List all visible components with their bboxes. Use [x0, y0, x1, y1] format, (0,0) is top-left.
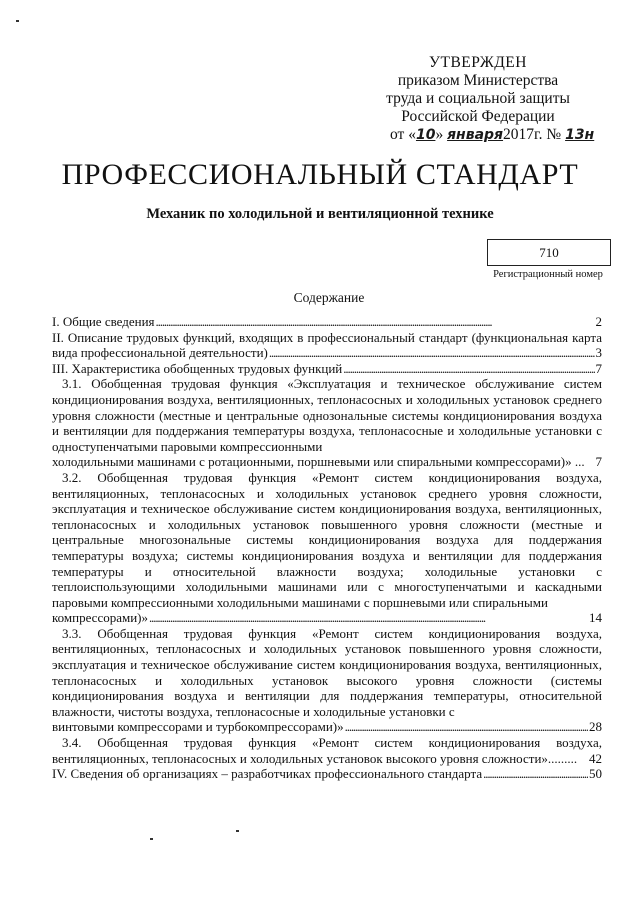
toc-entry-text: 3.1. Обобщенная трудовая функция «Эксплуатация и техническое обслуживание систем кондиционирования воздуха, вентиляционных, теплонасосных и холодильных установок среднего уровня сложности (местные и центральные однозональные системы кондиционирования воздуха и вентиляции для поддержания температуры воздуха, теплонасосные и холодильные установки с одноступенчатыми паровыми компрессионными [52, 376, 602, 454]
toc-entry-text: I. Общие сведения [52, 314, 155, 329]
toc-leader [345, 719, 588, 735]
approval-block [378, 54, 595, 144]
toc-entry-text: холодильными машинами с ротационными, поршневыми или спиральными компрессорами)» ... [52, 454, 585, 470]
toc-leader [269, 345, 595, 361]
registration-number-box [487, 239, 611, 266]
toc-entry-characteristics[interactable] [52, 361, 602, 377]
order-suffix: г. № [534, 126, 562, 143]
toc-entry-text: 3.3. Обобщенная трудовая функция «Ремонт систем кондиционирования воздуха, вентиляционных, теплонасосных и холодильных установок повышенного уровня сложности, эксплуатация и техническое обслуживание систем кондиционирования воздуха, вентиляционных, теплонасосных и холодильных установок высокого уровня сложности (системы кондиционирования воздуха и вентиляции для поддержания температуры, относительной влажности, чистоты воздуха, теплонасосные и холодильные установки с [52, 625, 602, 719]
toc-leader [483, 766, 588, 782]
document-subtitle: Механик по холодильной и вентиляционной технике [146, 206, 494, 222]
order-prefix: от « [390, 126, 416, 143]
toc-entry-text: вентиляционных, теплонасосных и холодильных установок высокого уровня сложности»......... [52, 750, 578, 766]
order-year: 2017 [503, 126, 535, 143]
toc-leader [343, 361, 594, 377]
toc-page-number: 3 [595, 345, 602, 361]
toc-page-number: 7 [595, 454, 602, 470]
toc-page-number: 2 [595, 314, 602, 329]
toc-entry-text: компрессорами)» [52, 610, 149, 626]
registration-label: Регистрационный номер [493, 269, 603, 280]
toc-entry-3-2[interactable] [52, 470, 602, 626]
toc-leader [156, 314, 595, 330]
order-day: 10 [415, 127, 436, 143]
toc-entry-text: вида профессиональной деятельности) [52, 345, 268, 361]
toc-entry-text: 3.2. Обобщенная трудовая функция «Ремонт систем кондиционирования воздуха, вентиляционных, теплонасосных и холодильных установок среднего уровня сложности, эксплуатация и техническое обслуживание систем кондиционирования воздуха, вентиляционных, теплонасосных и холодильных установок повышенного уровня сложности (местные и центральные многозональные системы кондиционирования воздуха для поддержания температуры воздуха; системы кондиционирования воздуха и вентиляции для поддержания температуры и относительной влажности воздуха; холодильные установки с теплоиспользующими холодильными машинами или с многоступенчатыми и каскадными паровыми компрессионными холодильными машинами с поршневыми или спиральными [52, 469, 602, 610]
scan-speck [150, 838, 153, 840]
document-title: ПРОФЕССИОНАЛЬНЫЙ СТАНДАРТ [61, 158, 579, 191]
toc-entry-functions[interactable] [52, 330, 602, 361]
approval-line-labor: труда и социальной защиты [386, 90, 570, 107]
toc-entry-text: винтовыми компрессорами и турбокомпрессорами)» [52, 719, 344, 735]
toc-page-number: 42 [589, 750, 602, 766]
order-number: 13н [565, 127, 595, 143]
scan-speck [16, 20, 19, 22]
toc-entry-general[interactable] [52, 314, 602, 330]
toc-heading: Содержание [293, 290, 365, 305]
toc-entry-3-1[interactable] [52, 376, 602, 470]
toc-entry-text: 3.4. Обобщенная трудовая функция «Ремонт систем кондиционирования воздуха, [62, 735, 602, 751]
toc-entry-3-4[interactable] [52, 735, 602, 766]
approval-heading: УТВЕРЖДЕН [429, 54, 527, 71]
toc-entry-3-3[interactable] [52, 626, 602, 735]
toc-page-number: 7 [595, 360, 602, 376]
toc-page-number: 14 [589, 610, 602, 626]
toc-entry-text: IV. Сведения об организациях – разработчиках профессионального стандарта [52, 766, 483, 782]
toc-entry-organizations[interactable] [52, 766, 602, 782]
order-mid: » [435, 126, 444, 143]
approval-line-ministry: приказом Министерства [397, 72, 559, 89]
order-month: января [447, 127, 504, 143]
toc-entry-text: II. Описание трудовых функций, входящих в профессиональный стандарт (функциональная карта [52, 329, 602, 345]
approval-order-line [378, 126, 595, 144]
table-of-contents [52, 314, 602, 782]
scan-speck [236, 830, 239, 832]
approval-line-federation: Российской Федерации [401, 108, 555, 125]
toc-page-number: 50 [589, 766, 602, 782]
toc-page-number: 28 [589, 719, 602, 735]
toc-entry-text: III. Характеристика обобщенных трудовых функций [52, 360, 343, 376]
toc-leader [149, 610, 588, 626]
registration-number: 710 [539, 244, 559, 260]
